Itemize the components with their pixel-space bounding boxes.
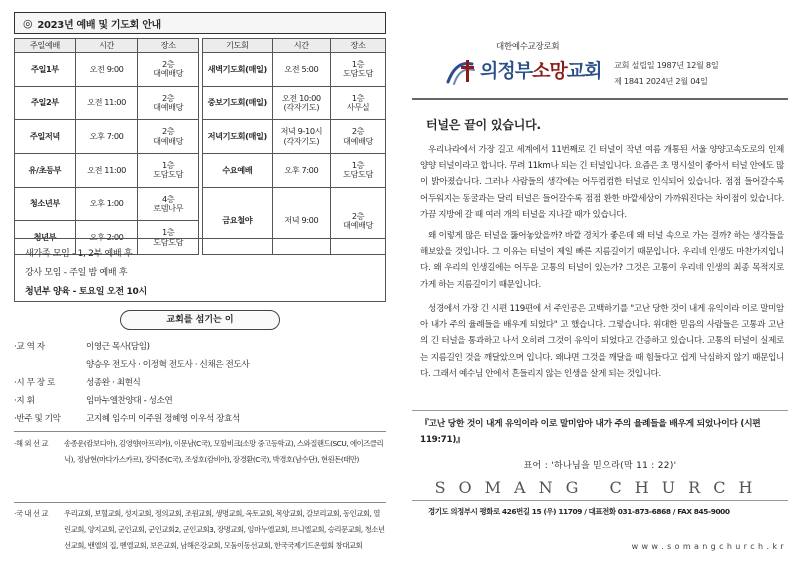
notice-item: 청년부 양육 - 토요일 오전 10시	[25, 287, 147, 297]
prayer-schedule-table	[202, 38, 386, 255]
table-cell: 새벽기도회(매일)	[203, 53, 273, 87]
article-paragraph	[420, 301, 784, 382]
staff-value: 고지혜 임수미 이주원 정혜영 이우석 장효석	[86, 414, 240, 424]
divider	[14, 502, 386, 503]
motto: 표어 : '하나님을 믿으라(막 11 : 22)'	[523, 461, 677, 471]
table-row	[15, 187, 199, 221]
staff-label: ·교 역 자	[14, 342, 45, 352]
overseas-missions	[14, 436, 386, 502]
schedule-title-text: 2023년 예배 및 기도회 안내	[37, 19, 161, 31]
table-cell: 1층 도담도담	[138, 221, 199, 255]
issue-number: 제 1841 2024년 2월 04일	[614, 76, 708, 86]
table-cell: 수요예배	[203, 154, 273, 188]
table-cell: 저녁 9-10시 (각자기도)	[272, 120, 331, 154]
table-cell: 청년부	[15, 221, 76, 255]
col-header: 주일예배	[15, 39, 76, 53]
church-address: 경기도 의정부시 평화로 426번길 15 (우) 11709 / 대표전화 031-873-6868 / FAX 845-9000	[428, 507, 730, 516]
cross-dove-icon	[444, 58, 478, 86]
table-cell: 오전 10:00 (각자기도)	[272, 86, 331, 120]
staff-line	[14, 340, 150, 352]
table-cell: 주일2부	[15, 86, 76, 120]
domestic-missions	[14, 506, 386, 562]
staff-line	[14, 412, 240, 424]
paragraph-text: 성경에서 가장 긴 시편 119편에 서 주인공은 고백하기를 "고난 당한 것이 내게 유익이라 이로 말미암아 내가 주의 율례들을 배우게 되었다" 고 했습니다. 그렇습니다. 위대한 믿음의 사람들은 고통과 고난의 긴 터널을 통과하고 나서 오히려 그것이 유익이 되었다고 간증하고 있습니다. 고통의 터널이 실제로는 지름길인 것을 깨달았으며 입니다. 왜냐면 그것을 깨달을 때 힘들다고 쉽게 낙심하지 않기 때문입니다. 그래서 예수님 안에서 흔들리지 않는 인생을 살게 되는 것입니다.	[420, 304, 784, 379]
table-cell: 주일1부	[15, 53, 76, 87]
divider	[14, 431, 386, 432]
paragraph-text: 우리나라에서 가장 길고 세계에서 11번째로 긴 터널이 작년 여름 개통된 서울 양양고속도로의 인제 양양 터널이라고 합니다. 무려 11km나 되는 긴 터널입니다. 요즘은 초 명시설이 좋아서 터널 안에도 많이 밝아졌습니다. 그러나 사람들의 생각에는 어두컴컴한 터널로 인식되어 있습니다. 점점 들어갈수록 어두워지는 동굴과는 달리 터널은 들어갈수록 점점 환한 바깥세상이 가까워진다는 차이점이 있습니다. 가끔 지방에 갈 때 여러 개의 터널을 지나갈 때가 있습니다.	[420, 145, 784, 220]
table-cell: 오후 1:00	[75, 187, 138, 221]
table-row	[203, 154, 386, 188]
table-cell: 2층 대예배당	[331, 187, 386, 254]
table-cell: 오후 7:00	[272, 154, 331, 188]
col-header: 기도회	[203, 39, 273, 53]
staff-value: 양승우 전도사 · 이정혁 전도사 · 신채은 전도사	[86, 360, 250, 370]
table-row	[203, 86, 386, 120]
brand-wordmark: SOMANG CHURCH	[434, 478, 766, 497]
notice-box	[14, 238, 386, 302]
right-page	[412, 12, 788, 562]
table-row	[15, 86, 199, 120]
table-cell: 유/초등부	[15, 154, 76, 188]
col-header: 장소	[138, 39, 199, 53]
table-row	[15, 120, 199, 154]
staff-label: ·반주 및 기악	[14, 414, 61, 424]
table-cell: 오후 2:00	[75, 221, 138, 255]
table-cell: 오전 5:00	[272, 53, 331, 87]
scripture-verse: 『고난 당한 것이 내게 유익이라 이로 말미암아 내가 주의 율례들을 배우게 되었나이다 (시편119:71)』	[420, 419, 761, 445]
staff-value: 이영근 목사(담임)	[86, 342, 150, 352]
table-row	[203, 120, 386, 154]
article-paragraph	[420, 142, 784, 223]
website-link[interactable]: w w w . s o m a n g c h u r c h . k r	[631, 542, 784, 551]
worship-schedule-table	[14, 38, 199, 255]
overseas-text: 송종운(캄보디아), 김영향(아프리카), 이문남(C국), 모할비크(소망 중고등학교), 스와질랜드(SCU, 에이즈클리닉), 정남현(마다가스카르), 장덕종(C국), 조성호(캄비아), 장경환(C국), 박경호(남수단), 현원돈(태만)	[64, 439, 384, 464]
table-cell: 오후 7:00	[75, 120, 138, 154]
notice-item: 강사 모임 - 주일 밤 예배 후	[25, 268, 128, 278]
table-cell: 저녁기도회(매일)	[203, 120, 273, 154]
church-name: 의정부소망교회	[480, 60, 602, 82]
table-cell: 2층 대예배당	[331, 120, 386, 154]
paragraph-text: 왜 이렇게 많은 터널을 뚫어놓았을까? 바깥 경치가 좋은데 왜 터널 속으로 가는 걸까? 하는 생각들을 해보았을 것입니다. 그 이유는 터널이 제일 빠른 지름길이기 때문입니다. 우리네 인생도 마찬가지입니다. 왜 우리의 인생길에는 어두운 고통의 터널이 있는가? 그것은 고통이 우리네 인생의 최종 목적지로 가게 하는 지름길이기 때문입니다.	[420, 231, 784, 290]
serve-title: 교회를 섬기는 이	[120, 310, 280, 330]
article-paragraph	[420, 228, 784, 293]
staff-line	[14, 394, 172, 406]
table-cell: 주일저녁	[15, 120, 76, 154]
staff-line	[14, 358, 249, 370]
schedule-title	[14, 12, 386, 34]
staff-value: 성종완 · 최현식	[86, 378, 141, 388]
founded-date: 교회 설립일 1987년 12월 8일	[614, 60, 719, 70]
overseas-label: ·해 외 선 교	[14, 439, 48, 448]
col-header: 시간	[75, 39, 138, 53]
table-cell: 금요철야	[203, 187, 273, 254]
circle-mark-icon: ◎	[23, 16, 33, 30]
domestic-label: ·국 내 선 교	[14, 509, 48, 518]
col-header: 장소	[331, 39, 386, 53]
table-cell: 4층 로뎀나무	[138, 187, 199, 221]
table-cell: 2층 대예배당	[138, 53, 199, 87]
table-cell: 오전 9:00	[75, 53, 138, 87]
col-header: 시간	[272, 39, 331, 53]
table-cell: 저녁 9:00	[272, 187, 331, 254]
staff-line	[14, 376, 140, 388]
church-logo	[440, 44, 620, 86]
table-row	[15, 53, 199, 87]
denomination-text: 대한예수교장로회	[496, 42, 560, 52]
table-cell: 오전 11:00	[75, 154, 138, 188]
sermon-heading: 터널은 끝이 있습니다.	[426, 118, 541, 132]
staff-value: 임마누엘찬양대 - 성소연	[86, 396, 173, 406]
table-cell: 1층 도담도담	[138, 154, 199, 188]
staff-label: ·지 휘	[14, 396, 35, 406]
table-cell: 2층 대예배당	[138, 86, 199, 120]
table-cell: 청소년부	[15, 187, 76, 221]
table-row	[15, 154, 199, 188]
divider	[412, 410, 788, 411]
divider	[412, 500, 788, 501]
table-cell: 1층 도담도담	[331, 154, 386, 188]
left-page	[14, 12, 386, 562]
table-cell: 1층 사무실	[331, 86, 386, 120]
notice-item: 새가족 모임 - 1, 2부 예배 후	[25, 249, 133, 259]
table-row	[203, 53, 386, 87]
divider	[412, 98, 788, 100]
domestic-text: 우리교회, 보혈교회, 성지교회, 정의교회, 조원교회, 생명교회, 옥토교회, 목양교회, 갈보리교회, 동인교회, 열린교회, 양지교회, 군인교회, 군인교회2, 군인교회3, 장명교회, 임마누엘교회, 브니엘교회, 승리문교회, 청소년선교회, 밴엘의 집, 벧엘교회, 보은교회, 남해은강교회, 모둠이동선교회, 한국국제기드온협회 창대교회	[64, 509, 385, 550]
staff-label: ·시 무 장 로	[14, 378, 55, 388]
table-cell: 2층 대예배당	[138, 120, 199, 154]
table-cell: 중보기도회(매일)	[203, 86, 273, 120]
table-cell: 오전 11:00	[75, 86, 138, 120]
table-cell: 1층 도담도담	[331, 53, 386, 87]
